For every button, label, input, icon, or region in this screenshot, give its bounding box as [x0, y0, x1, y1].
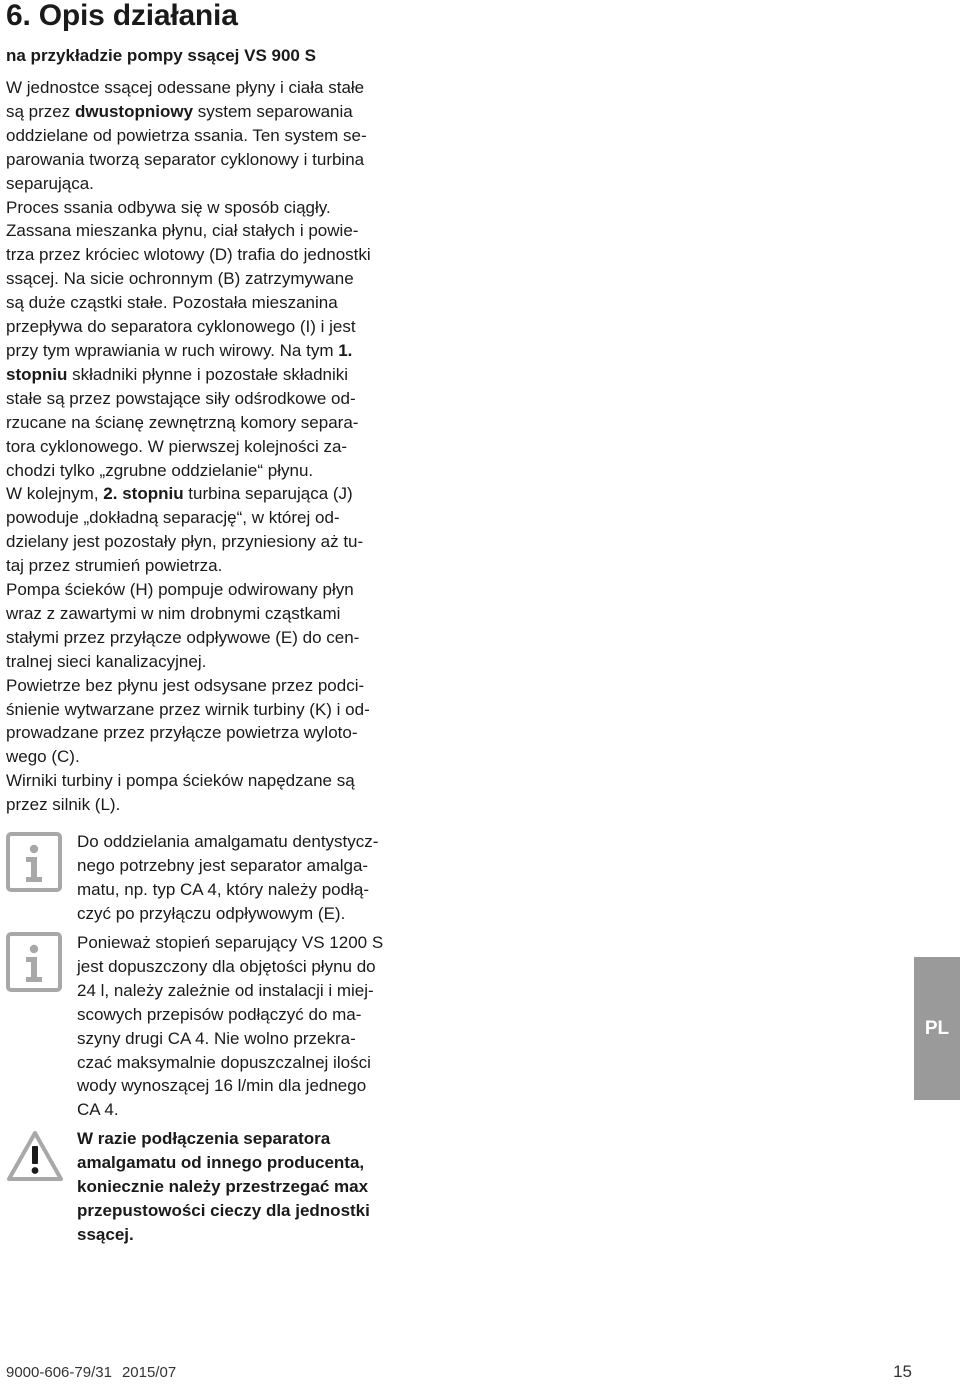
- body-text-segment: trza przez króciec wlotowy (D) trafia do jednostki: [6, 245, 371, 265]
- body-text-segment: tralnej sieci kanalizacyjnej.: [6, 651, 207, 671]
- note-line: nego potrzebny jest separator amalga-: [77, 855, 369, 875]
- body-line: [6, 482, 446, 506]
- warning-icon: [6, 1130, 64, 1182]
- info-note-second-ca4: [77, 931, 457, 1122]
- info-icon: [6, 832, 62, 892]
- emphasis-text: stopniu: [6, 364, 68, 384]
- body-text-segment: Powietrze bez płynu jest odsysane przez podci-: [6, 675, 365, 695]
- body-text-segment: Wirniki turbiny i pompa ścieków napędzane są: [6, 771, 355, 791]
- body-text-segment: tora cyklonowego. W pierwszej kolejności za-: [6, 436, 348, 456]
- body-text-segment: oddzielane od powietrza ssania. Ten system se-: [6, 125, 367, 145]
- emphasis-text: 1.: [338, 340, 353, 360]
- body-line: [6, 219, 446, 243]
- body-line: [6, 315, 446, 339]
- body-line: [6, 769, 446, 793]
- note-line: matu, np. typ CA 4, który należy podłą-: [77, 879, 369, 899]
- body-line: [6, 721, 446, 745]
- body-line: [6, 339, 446, 363]
- body-text-segment: powoduje „dokładną separację“, w której od-: [6, 508, 340, 528]
- note-line: Ponieważ stopień separujący VS 1200 S: [77, 933, 384, 952]
- body-text-segment: W kolejnym,: [6, 484, 104, 504]
- body-line: [6, 554, 446, 578]
- page-number: 15: [893, 1362, 912, 1381]
- body-line: [6, 387, 446, 411]
- warning-note: [77, 1127, 457, 1247]
- note-line: szyny drugi CA 4. Nie wolno przekra-: [77, 1028, 356, 1048]
- warning-line: ssącej.: [77, 1224, 134, 1244]
- body-line: [6, 530, 446, 554]
- body-line: [6, 578, 446, 602]
- body-text-segment: są duże cząstki stałe. Pozostała mieszanina: [6, 293, 338, 313]
- warning-line: koniecznie należy przestrzegać max: [77, 1176, 369, 1196]
- doc-number: 9000-606-79/31: [6, 1364, 112, 1381]
- body-line: [6, 76, 446, 100]
- body-line: [6, 291, 446, 315]
- body-text-segment: wego (C).: [6, 747, 80, 767]
- note-line: Do oddzielania amalgamatu dentystycz-: [77, 832, 379, 851]
- emphasis-text: 2. stopniu: [103, 484, 184, 504]
- body-line: [6, 172, 446, 196]
- warning-line: przepustowości cieczy dla jednostki: [77, 1200, 370, 1220]
- body-line: [6, 626, 446, 650]
- body-text-segment: wraz z zawartymi w nim drobnymi cząstkami: [6, 603, 341, 623]
- body-line: [6, 745, 446, 769]
- note-line: czać maksymalnie dopuszczalnej ilości: [77, 1052, 371, 1072]
- body-line: [6, 650, 446, 674]
- body-text-segment: chodzi tylko „zgrubne oddzielanie“ płynu.: [6, 460, 314, 480]
- info-icon: [6, 932, 62, 992]
- body-line: [6, 793, 446, 817]
- body-line: [6, 148, 446, 172]
- body-line: [6, 506, 446, 530]
- body-text-segment: parowania tworzą separator cyklonowy i turbina: [6, 149, 365, 169]
- body-line: [6, 411, 446, 435]
- body-line: [6, 267, 446, 291]
- body-text-segment: taj przez strumień powietrza.: [6, 556, 223, 576]
- note-line: CA 4.: [77, 1100, 119, 1120]
- body-line: [6, 435, 446, 459]
- warning-line: amalgamatu od innego producenta,: [77, 1152, 365, 1172]
- info-note-amalgam-separator: [77, 830, 457, 926]
- body-text-segment: Proces ssania odbywa się w sposób ciągły.: [6, 197, 331, 217]
- note-line: 24 l, należy zależnie od instalacji i miej-: [77, 980, 374, 1000]
- body-text-segment: prowadzane przez przyłącze powietrza wyloto-: [6, 723, 358, 743]
- body-line: [6, 124, 446, 148]
- body-text-segment: separująca.: [6, 173, 94, 193]
- note-line: jest dopuszczony dla objętości płynu do: [77, 956, 376, 976]
- note-line: scowych przepisów podłączyć do ma-: [77, 1004, 362, 1024]
- section-subtitle: na przykładzie pompy ssącej VS 900 S: [6, 46, 316, 65]
- body-text-segment: rzucane na ścianę zewnętrzną komory separa-: [6, 412, 359, 432]
- body-line: [6, 459, 446, 483]
- body-text-segment: stałe są przez powstające siły odśrodkowe od-: [6, 388, 356, 408]
- body-text-segment: śnienie wytwarzane przez wirnik turbiny (K) i od-: [6, 699, 370, 719]
- doc-date: 2015/07: [121, 1364, 177, 1381]
- language-tab: PL: [914, 957, 960, 1100]
- body-text-segment: dzielany jest pozostały płyn, przyniesiony aż tu-: [6, 532, 364, 552]
- section-title: 6. Opis działania: [6, 0, 238, 32]
- body-line: [6, 100, 446, 124]
- footer-left: [6, 1364, 186, 1382]
- warning-line: W razie podłączenia separatora: [77, 1129, 331, 1148]
- body-text-segment: Pompa ścieków (H) pompuje odwirowany płyn: [6, 580, 354, 600]
- note-line: czyć po przyłączu odpływowym (E).: [77, 903, 346, 923]
- body-text-segment: ssącej. Na sicie ochronnym (B) zatrzymywane: [6, 269, 354, 289]
- emphasis-text: dwustopniowy: [74, 101, 194, 121]
- note-line: wody wynoszącej 16 l/min dla jednego: [77, 1076, 367, 1096]
- body-text-segment: składniki płynne i pozostałe składniki: [67, 364, 349, 384]
- body-line: [6, 363, 446, 387]
- body-text-segment: system separowania: [193, 101, 353, 121]
- body-text-segment: Zassana mieszanka płynu, ciał stałych i powie-: [6, 221, 359, 241]
- body-text-segment: przy tym wprawiania w ruch wirowy. Na tym: [6, 340, 339, 360]
- body-line: [6, 243, 446, 267]
- body-text-segment: są przez: [6, 101, 75, 121]
- body-text-segment: W jednostce ssącej odessane płyny i ciała stałe: [6, 78, 365, 97]
- body-line: [6, 196, 446, 220]
- body-text-segment: turbina separująca (J): [183, 484, 353, 504]
- body-text: [6, 76, 446, 817]
- body-text-segment: przez silnik (L).: [6, 795, 121, 815]
- body-line: [6, 674, 446, 698]
- body-text-segment: stałymi przez przyłącze odpływowe (E) do cen-: [6, 627, 360, 647]
- body-line: [6, 698, 446, 722]
- body-line: [6, 602, 446, 626]
- body-text-segment: przepływa do separatora cyklonowego (I) i jest: [6, 317, 356, 337]
